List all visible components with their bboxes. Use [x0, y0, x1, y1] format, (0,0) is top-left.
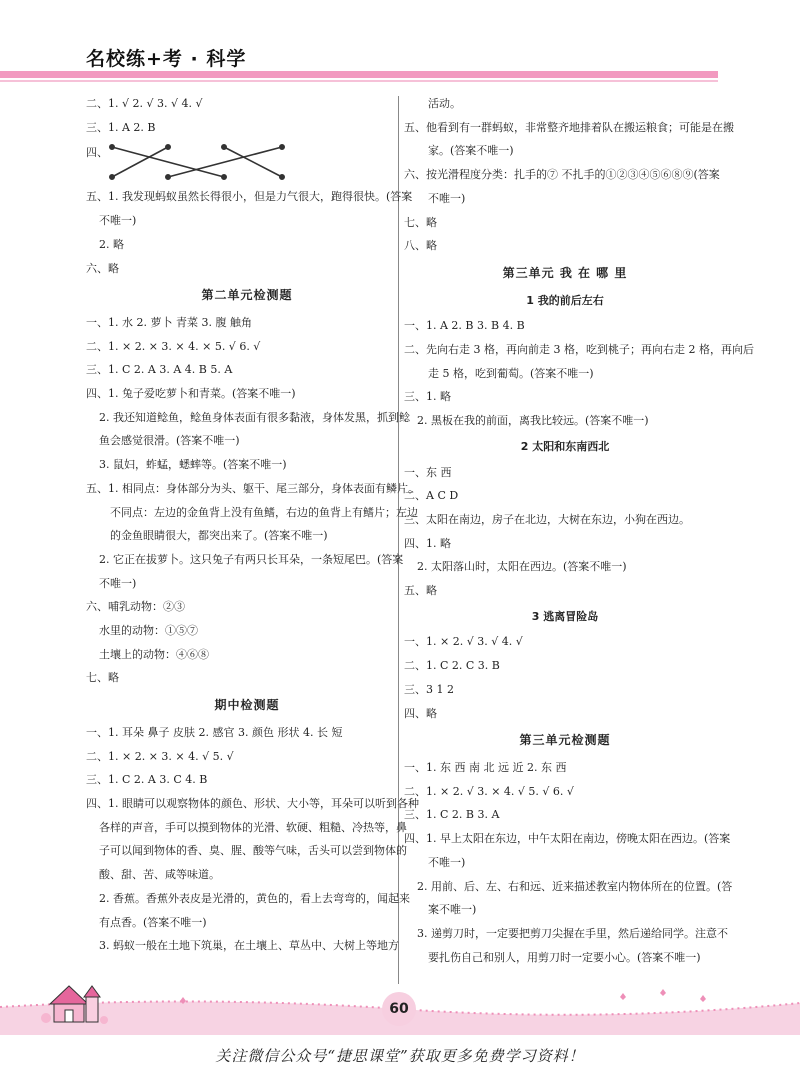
answer-line: 水里的动物：①⑤⑦ [99, 624, 198, 638]
section-title: 期中检测题 [214, 698, 280, 713]
answer-line: 一、1. 东 西 南 北 远 近 2. 东 西 [404, 760, 567, 774]
answer-line: 五、略 [404, 584, 437, 598]
answer-line: 六、按光滑程度分类：扎手的⑦ 不扎手的①②③④⑤⑥⑧⑨(答案 [404, 168, 720, 182]
answer-line: 不唯一) [428, 191, 466, 205]
section-title: 第二单元检测题 [201, 288, 293, 303]
answer-line: 二、1. × 2. √ 3. × 4. √ 5. √ 6. √ [404, 784, 574, 798]
answer-line: 四、1. 眼睛可以观察物体的颜色、形状、大小等，耳朵可以听到各种 [86, 796, 419, 810]
header-divider-thin [0, 80, 718, 82]
answer-line: 六、略 [86, 261, 119, 275]
answer-line: 2. 用前、后、左、右和远、近来描述教室内物体所在的位置。(答 [417, 879, 733, 893]
header-divider-bar [0, 71, 718, 78]
answer-line: 二、A C D [404, 489, 459, 503]
answer-line: 二、1. √ 2. √ 3. √ 4. √ [86, 97, 203, 110]
section-title: 第三单元检测题 [519, 733, 611, 748]
answer-line: 3. 递剪刀时，一定要把剪刀尖握在手里，然后递给同学。注意不 [417, 926, 728, 940]
answer-line: 不唯一) [428, 855, 466, 869]
answer-line: 四、1. 略 [404, 536, 451, 550]
answer-line: 三、1. 略 [404, 390, 451, 404]
right-column [404, 92, 754, 969]
answer-line: 一、1. 水 2. 萝卜 青菜 3. 腹 触角 [86, 315, 252, 329]
answer-line: 2. 它正在拔萝卜。这只兔子有两只长耳朵，一条短尾巴。(答案 [99, 552, 404, 566]
page-number: 60 [382, 992, 416, 1026]
subsection-title: 3 逃离冒险岛 [531, 609, 599, 623]
answer-line: 走 5 格，吃到葡萄。(答案不唯一) [428, 366, 594, 380]
answer-line: 活动。 [428, 97, 461, 110]
answer-line: 一、1. × 2. √ 3. √ 4. √ [404, 635, 523, 649]
answer-line: 案不唯一) [428, 903, 477, 917]
matching-diagram [86, 139, 408, 185]
answer-line: 三、1. C 2. B 3. A [404, 808, 500, 822]
answer-line: 八、略 [404, 239, 437, 253]
answer-line: 二、1. × 2. × 3. × 4. × 5. √ 6. √ [86, 339, 261, 353]
answer-line: 五、他看到有一群蚂蚁，非常整齐地排着队在搬运粮食；可能是在搬 [404, 120, 734, 134]
answer-line: 2. 黑板在我的前面，离我比较远。(答案不唯一) [417, 414, 649, 428]
left-column [86, 92, 419, 958]
page-header-title: 名校练+考 · 科学 [86, 48, 247, 70]
answer-line: 有点香。(答案不唯一) [99, 915, 207, 929]
answer-line: 酸、甜、苦、咸等味道。 [99, 868, 220, 882]
answer-line: 三、1. C 2. A 3. A 4. B 5. A [86, 363, 233, 377]
answer-line: 二、1. C 2. C 3. B [404, 659, 500, 673]
answer-line: 二、1. × 2. × 3. × 4. √ 5. √ [86, 749, 234, 763]
answer-line: 四、略 [404, 706, 437, 720]
answer-line: 不唯一) [99, 214, 137, 228]
answer-line: 四、1. 早上太阳在东边，中午太阳在南边，傍晚太阳在西边。(答案 [404, 832, 731, 846]
section-title: 第三单元 我 在 哪 里 [502, 265, 628, 280]
answer-line: 三、太阳在南边，房子在北边，大树在东边，小狗在西边。 [404, 512, 690, 526]
answer-line: 三、1. C 2. A 3. C 4. B [86, 773, 208, 787]
answer-line: 不同点：左边的金鱼背上没有鱼鳍，右边的鱼背上有鳍片；左边 [110, 505, 418, 519]
footer-promo-text: 关注微信公众号“捷思课堂”获取更多免费学习资料！ [215, 1047, 585, 1065]
matching-lines-icon [106, 139, 306, 185]
answer-line: 四、 [86, 146, 108, 160]
answer-line: 三、3 1 2 [404, 682, 454, 696]
answer-line: 五、1. 相同点：身体部分为头、躯干、尾三部分，身体表面有鳞片。 [86, 481, 419, 495]
answer-line: 3. 蚂蚁一般在土地下筑巢，在土壤上、草丛中、大树上等地方 [99, 939, 399, 953]
answer-line: 土壤上的动物：④⑥⑧ [99, 647, 209, 661]
answer-line: 2. 太阳落山时，太阳在西边。(答案不唯一) [417, 560, 627, 574]
answer-line: 2. 略 [99, 237, 124, 251]
answer-line: 五、1. 我发现蚂蚁虽然长得很小，但是力气很大，跑得很快。(答案 [86, 190, 413, 204]
answer-line: 要扎伤自己和别人，用剪刀时一定要小心。(答案不唯一) [428, 950, 701, 964]
answer-line: 家。(答案不唯一) [428, 144, 514, 158]
answer-line: 二、先向右走 3 格，再向前走 3 格，吃到桃子；再向右走 2 格，再向后 [404, 343, 754, 357]
answer-line: 一、东 西 [404, 465, 452, 479]
answer-line: 2. 香蕉。香蕉外表皮是光滑的，黄色的，看上去弯弯的，闻起来 [99, 891, 410, 905]
answer-line: 3. 鼠妇，蚱蜢，蟋蟀等。(答案不唯一) [99, 458, 287, 472]
house-icon [40, 978, 110, 1028]
answer-line: 鱼会感觉很滑。(答案不唯一) [99, 434, 240, 448]
answer-line: 子可以闻到物体的香、臭、腥、酸等气味，舌头可以尝到物体的 [99, 844, 407, 858]
answer-line: 各样的声音，手可以摸到物体的光滑、软硬、粗糙、冷热等，鼻 [99, 820, 407, 834]
answer-line: 七、略 [404, 215, 437, 229]
answer-line: 2. 我还知道鲶鱼，鲶鱼身体表面有很多黏液，身体发黑，抓到鲶 [99, 410, 410, 424]
answer-line: 三、1. A 2. B [86, 120, 156, 134]
answer-line: 不唯一) [99, 576, 137, 590]
answer-line: 四、1. 兔子爱吃萝卜和青菜。(答案不唯一) [86, 387, 296, 401]
answer-line: 一、1. A 2. B 3. B 4. B [404, 319, 525, 333]
answer-line: 六、哺乳动物：②③ [86, 600, 185, 614]
answer-line: 的金鱼眼睛很大，都突出来了。(答案不唯一) [110, 529, 328, 543]
subsection-title: 2 太阳和东南西北 [520, 439, 610, 453]
subsection-title: 1 我的前后左右 [526, 293, 604, 307]
answer-line: 七、略 [86, 671, 119, 685]
answer-line: 一、1. 耳朵 鼻子 皮肤 2. 感官 3. 颜色 形状 4. 长 短 [86, 725, 343, 739]
